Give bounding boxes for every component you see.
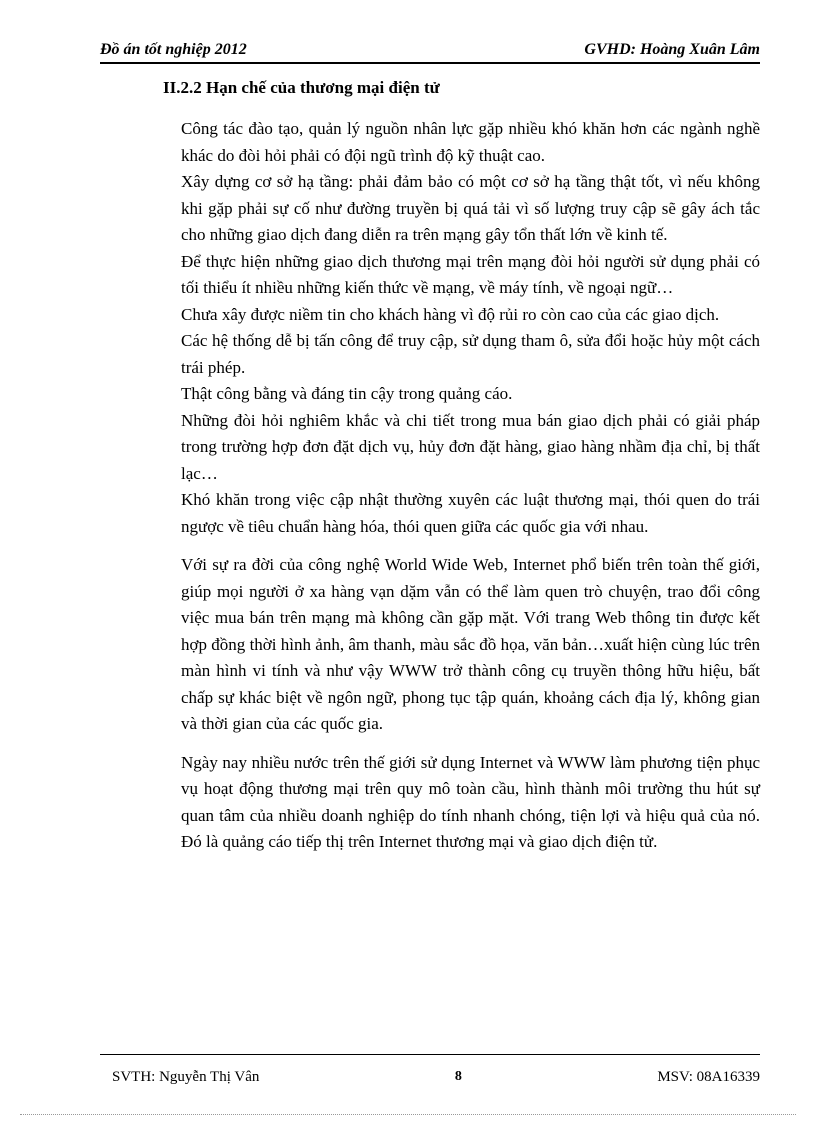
list-item: Thật công bằng và đáng tin cậy trong quảng cáo. xyxy=(181,384,513,403)
page-footer xyxy=(100,1054,760,1086)
page-edge-divider xyxy=(20,1114,796,1115)
page-header xyxy=(100,30,760,64)
list-item: Để thực hiện những giao dịch thương mại trên mạng đòi hỏi người sử dụng phải có tối thiểu ít nhiều những kiến thức về mạng, về máy tính, về ngoại ngữ… xyxy=(181,251,760,297)
list-item: Khó khăn trong việc cập nhật thường xuyên các luật thương mại, thói quen do trái ngược về tiêu chuẩn hàng hóa, thói quen giữa các quốc gia với nhau. xyxy=(181,490,760,536)
section-heading: II.2.2 Hạn chế của thương mại điện tử xyxy=(163,78,440,97)
header-right-text: GVHD: Hoàng Xuân Lâm xyxy=(584,41,760,58)
list-item: Những đòi hỏi nghiêm khắc và chi tiết trong mua bán giao dịch phải có giải pháp trong trường hợp đơn đặt dịch vụ, hủy đơn đặt hàng, giao hàng nhầm địa chỉ, bị thất lạc… xyxy=(181,410,760,483)
footer-student-id: MSV: 08A16339 xyxy=(657,1069,760,1085)
list-item: Công tác đào tạo, quản lý nguồn nhân lực gặp nhiều khó khăn hơn các ngành nghề khác do đòi hỏi phải có đội ngũ trình độ kỹ thuật cao. xyxy=(181,119,760,165)
limitation-list xyxy=(163,116,760,540)
page-number: 8 xyxy=(454,1069,462,1084)
list-item: Xây dựng cơ sở hạ tầng: phải đảm bảo có một cơ sở hạ tầng thật tốt, vì nếu không khi gặp phải sự cố như đường truyền bị quá tải vì số lượng truy cập sẽ gây ách tắc cho những giao dịch đang diễn ra trên mạng gây tổn thất lớn về kinh tế. xyxy=(181,172,760,244)
header-left-text: Đồ án tốt nghiệp 2012 xyxy=(100,41,247,58)
footer-student-name: SVTH: Nguyễn Thị Vân xyxy=(112,1069,260,1085)
page-content xyxy=(163,76,760,856)
list-item: Chưa xây được niềm tin cho khách hàng vì độ rủi ro còn cao của các giao dịch. xyxy=(181,304,720,324)
list-item: Các hệ thống dễ bị tấn công để truy cập, sử dụng tham ô, sửa đổi hoặc hủy một cách trái phép. xyxy=(181,331,760,377)
paragraph-www: Với sự ra đời của công nghệ World Wide Web, Internet phổ biến trên toàn thế giới, giúp mọi người ở xa hàng vạn dặm vẫn có thể làm quen trò chuyện, trao đổi công việc mua bán trên mạng mà không cần gặp mặt. Với trang Web thông tin được kết hợp đồng thời hình ảnh, âm thanh, màu sắc đồ họa, văn bản…xuất hiện cùng lúc trên màn hình vi tính và như vậy WWW trở thành công cụ truyền thông hữu hiệu, bất chấp sự khác biệt về ngôn ngữ, phong tục tập quán, khoảng cách địa lý, không gian và thời gian của các quốc gia. xyxy=(181,555,760,733)
paragraph-internet-commerce: Ngày nay nhiều nước trên thế giới sử dụng Internet và WWW làm phương tiện phục vụ hoạt động thương mại trên quy mô toàn cầu, hình thành môi trường thu hút sự quan tâm của nhiều doanh nghiệp do tính nhanh chóng, tiện lợi và hiệu quả của nó. Đó là quảng cáo tiếp thị trên Internet thương mại và giao dịch điện tử. xyxy=(181,752,760,851)
